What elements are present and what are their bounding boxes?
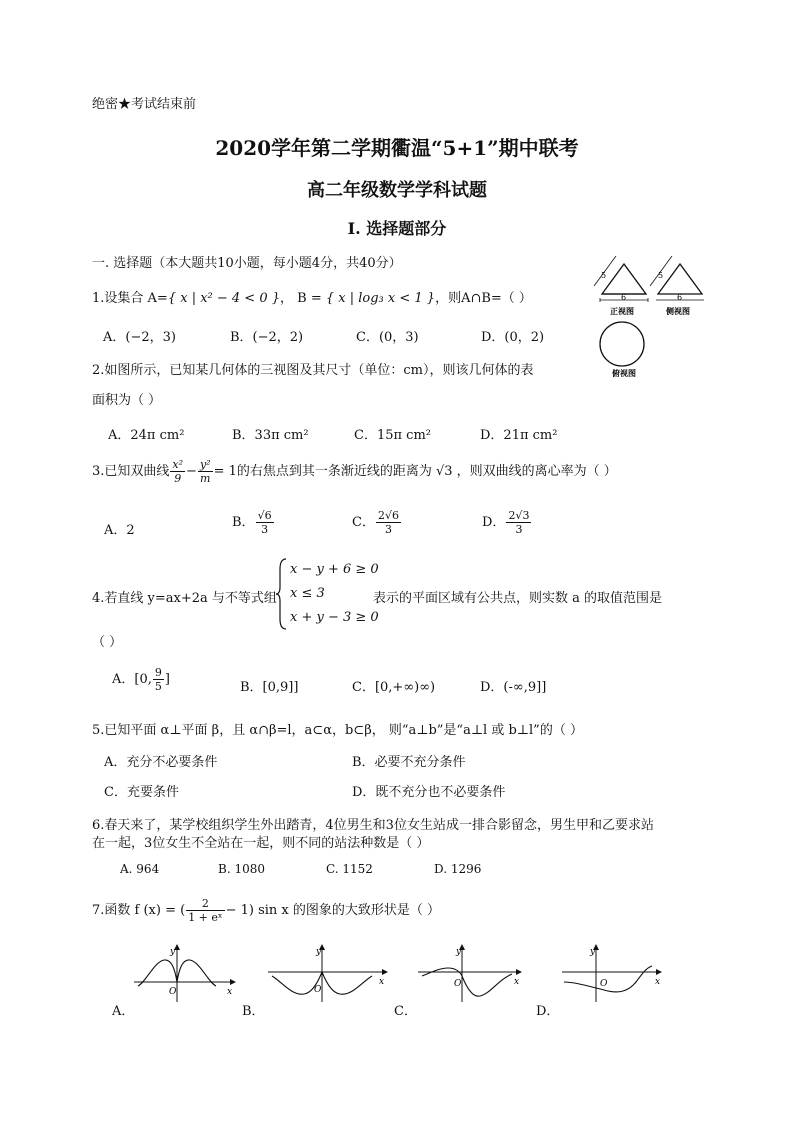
q4-option-d: D．(-∞,9]] <box>480 680 547 695</box>
q3-frac-x-den: 9 <box>174 472 182 485</box>
q7-a-origin: O <box>169 987 177 997</box>
q7-post: − 1) sin x 的图象的大致形状是（ ） <box>225 903 441 918</box>
q7-graph-b <box>266 942 391 1004</box>
top-view <box>600 322 644 378</box>
q6-option-c: C. 1152 <box>326 862 373 876</box>
q1-option-c: C．(0，3) <box>356 330 419 345</box>
side-slant-label: 5 <box>658 271 664 280</box>
front-view <box>594 256 648 316</box>
q5-option-d: D．既不充分也不必要条件 <box>352 785 506 800</box>
q2-line-1: 2.如图所示，已知某几何体的三视图及其尺寸（单位：cm），则该几何体的表 <box>92 363 534 378</box>
q7-d-origin: O <box>600 979 608 989</box>
q3-option-c <box>352 509 402 536</box>
q7-pre: 7.函数 f (x) = ( <box>92 903 186 918</box>
q4-option-b: B．[0,9]] <box>240 680 299 695</box>
front-view-label: 正视图 <box>610 306 634 316</box>
q4-option-a-label: A．[0, <box>112 672 152 687</box>
q3-frac-y-num: y² <box>199 458 211 471</box>
question-1 <box>92 287 532 306</box>
question-3 <box>92 458 617 485</box>
q7-graph-a-label: A． <box>112 1004 135 1019</box>
q3-frac-y-den: m <box>200 472 211 485</box>
q3-option-d-den: 3 <box>515 523 523 536</box>
q3-option-d-num: 2√3 <box>508 509 530 522</box>
q6-line-1: 6.春天来了，某学校组织学生外出踏青，4位男生和3位女生站成一排合影留念，男生甲和乙要求站 <box>92 818 654 833</box>
q4-ineq-1: x − y + 6 ≥ 0 <box>290 562 379 577</box>
q7-a-axis-y: y <box>170 947 176 957</box>
q3-post: 的右焦点到其一条渐近线的距离为 √3 ，则双曲线的离心率为（ ） <box>236 464 617 479</box>
q4-brace <box>276 557 288 631</box>
q4-option-a-end: ] <box>164 672 170 687</box>
q5-text: 5.已知平面 α⊥平面 β，且 α∩β=l，a⊂α，b⊂β， 则“a⊥b”是“a⊥l 或 b⊥l”的（ ） <box>92 723 583 738</box>
exam-subtitle: 高二年级数学学科试题 <box>307 180 487 201</box>
section-heading: Ⅰ. 选择题部分 <box>347 219 447 238</box>
q7-c-origin: O <box>454 979 462 989</box>
q2-line-2: 面积为（ ） <box>92 393 162 408</box>
q3-minus: − <box>186 464 197 479</box>
q7-graph-c <box>416 942 526 1004</box>
q7-graph-c-label: C． <box>394 1004 417 1019</box>
q4-option-c: C．[0,+∞)∞) <box>352 680 436 695</box>
q3-option-d-frac <box>506 509 531 536</box>
q2-option-c: C．15π cm² <box>354 428 431 443</box>
q4-option-a-frac <box>153 666 164 693</box>
q6-option-a: A. 964 <box>120 862 160 876</box>
q7-b-origin: O <box>314 985 322 995</box>
q4-line-2: （ ） <box>92 635 123 650</box>
q7-d-axis-y: y <box>590 947 596 957</box>
q7-a-axis-x: x <box>227 987 233 997</box>
q3-eq: = 1 <box>213 464 237 479</box>
secret-label: 绝密★考试结束前 <box>92 97 197 112</box>
q7-graph-d-label: D． <box>536 1004 560 1019</box>
q4-post: 表示的平面区域有公共点，则实数 a 的取值范围是 <box>373 591 663 606</box>
three-view-figure <box>588 256 718 382</box>
q7-b-axis-y: y <box>316 947 322 957</box>
side-base-label: 6 <box>677 293 683 302</box>
q5-option-c: C．充要条件 <box>104 785 179 800</box>
q3-frac-x-num: x² <box>172 458 184 471</box>
q4-ineq-3: x + y − 3 ≥ 0 <box>290 610 379 625</box>
q1-set-b: { x | log₃ x < 1 } <box>325 291 436 306</box>
q3-option-b-den: 3 <box>261 523 269 536</box>
q3-option-c-num: 2√6 <box>377 509 399 522</box>
q7-frac-den: 1 + eˣ <box>188 911 223 924</box>
q6-option-d: D. 1296 <box>434 862 482 876</box>
q7-c-axis-x: x <box>514 977 520 987</box>
q1-post: ，则A∩B=（ ） <box>435 291 532 306</box>
front-slant-label: 5 <box>601 271 607 280</box>
q3-option-d-label: D． <box>482 515 506 530</box>
q7-graph-b-label: B． <box>242 1004 265 1019</box>
q3-option-a: A．2 <box>104 523 135 538</box>
q3-option-c-frac <box>376 509 401 536</box>
side-view <box>650 256 704 316</box>
q3-pre: 3.已知双曲线 <box>92 464 170 479</box>
q7-b-axis-x: x <box>379 977 385 987</box>
top-view-label: 俯视图 <box>612 368 636 378</box>
q7-graph-a <box>132 942 237 1004</box>
q7-c-axis-y: y <box>456 947 462 957</box>
side-view-label: 侧视图 <box>666 306 690 316</box>
q2-option-d: D．21π cm² <box>480 428 558 443</box>
q1-option-a: A．(−2，3) <box>103 330 176 345</box>
q2-option-a: A．24π cm² <box>108 428 185 443</box>
q1-set-a: { x | x² − 4 < 0 } <box>167 291 281 306</box>
q3-option-c-den: 3 <box>384 523 392 536</box>
q3-option-b-num: √6 <box>257 509 272 522</box>
q3-option-d <box>482 509 532 536</box>
q7-frac <box>186 897 224 924</box>
q3-frac-y <box>198 458 213 485</box>
q3-option-b-label: B． <box>232 515 255 530</box>
q3-frac-x <box>170 458 185 485</box>
exam-title: 2020学年第二学期衢温“5+1”期中联考 <box>215 136 579 160</box>
q3-option-c-label: C． <box>352 515 375 530</box>
question-7 <box>92 897 440 924</box>
q4-pre: 4.若直线 y=ax+2a 与不等式组 <box>92 591 277 606</box>
q7-d-axis-x: x <box>655 977 661 987</box>
q4-option-a <box>112 666 170 693</box>
q4-option-a-den: 5 <box>154 680 162 693</box>
q3-option-b <box>232 509 275 536</box>
q6-line-2: 在一起，3位女生不全站在一起，则不同的站法种数是（ ） <box>92 836 430 851</box>
q1-option-d: D．(0，2) <box>481 330 545 345</box>
front-base-label: 6 <box>621 293 627 302</box>
q7-frac-num: 2 <box>186 897 224 911</box>
part1-heading: 一. 选择题（本大题共10小题，每小题4分，共40分） <box>92 256 402 271</box>
q7-graph-d <box>560 942 668 1004</box>
q1-option-b: B．(−2，2) <box>230 330 304 345</box>
q1-mid: ， B = <box>280 291 326 306</box>
q4-ineq-2: x ≤ 3 <box>290 586 325 601</box>
q2-option-b: B．33π cm² <box>232 428 309 443</box>
q3-option-b-frac <box>256 509 274 536</box>
q5-option-a: A．充分不必要条件 <box>104 755 218 770</box>
q1-pre: 1.设集合 A= <box>92 291 168 306</box>
q5-option-b: B．必要不充分条件 <box>352 755 466 770</box>
q4-option-a-num: 9 <box>154 666 162 679</box>
q6-option-b: B. 1080 <box>218 862 265 876</box>
